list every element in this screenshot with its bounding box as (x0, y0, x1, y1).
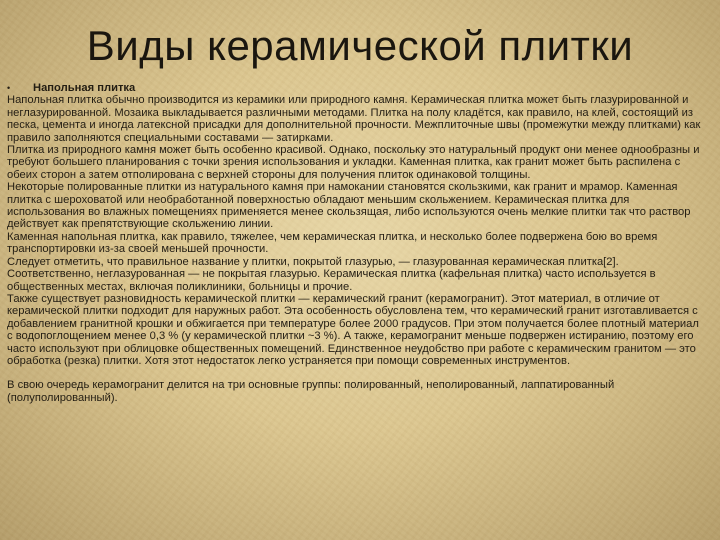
slide-body (7, 82, 707, 404)
paragraph: Следует отметить, что правильное название у плитки, покрытой глазурью, — глазурованная керамическая плитка[2]. Соответственно, неглазурованная — не покрытая глазурью. Керамическая плитка (кафельная плитка) часто используется в общественных местах, включая поликлиники, больницы и прочие. (7, 255, 656, 293)
closing-paragraph: В свою очередь керамогранит делится на три основные группы: полированный, неполированный, лаппатированный (полуполированный). (7, 379, 615, 404)
bullet-heading-line (7, 82, 707, 94)
paragraph: Каменная напольная плитка, как правило, тяжелее, чем керамическая плитка, и несколько более подвержена бою во время транспортировки из-за своей меньшей прочности. (7, 230, 658, 256)
slide-title: Виды керамической плитки (86, 22, 634, 69)
paragraph: Некоторые полированные плитки из натурального камня при намокании становятся скользкими, как гранит и мрамор. Каменная плитка с шероховатой или необработанной поверхностью обладают меньшим скольжением. Керамическая плитка для использования во влажных помещениях применяется менее скользящая, либо используются очень мелкие плитки так что раствор действует как препятствующие скольжению линии. (7, 181, 691, 231)
bullet-icon: • (7, 83, 11, 93)
paragraph: Также существует разновидность керамической плитки — керамический гранит (керамогранит). Этот материал, в отличие от керамической плитки подходит для наружных работ. Эта особенность обусловлена тем, что керамический гранит изготавливается с добавлением гранитной крошки и обжигается при температуре более 2000 градусов. При этом получается более плотный материал с водопоглощением менее 0,3 % (у керамической плитки ~3 %). А также, керамогранит меньше подвержен истиранию, поэтому его часто используют при облицовке общественных помещений. Единственное неудобство при работе с керамическим гранитом — это обработка (резка) плитки. Хотя этот недостаток легко устраняется при помощи современных инструментов. (7, 292, 699, 367)
paragraph-gap (7, 367, 707, 379)
section-heading: Напольная плитка (33, 82, 136, 94)
paragraph: Напольная плитка обычно производится из керамики или природного камня. Керамическая плитка может быть глазурированной и неглазурированной. Мозаика выкладывается различными методами. Плитка на полу кладётся, как правило, на клей, состоящий из песка, цемента и иногда латексной присадки для дополнительной прочности. Межплиточные швы (промежутки между плитками) как правило заполняются специальными составами — затирками. (7, 94, 701, 144)
paragraph: Плитка из природного камня может быть особенно красивой. Однако, поскольку это натуральный продукт они менее однообразны и требуют большего планирования с точки зрения использования и укладки. Каменная плитка, как гранит может быть распилена с обеих сторон а затем отполирована с верхней стороны для получения плиток одинаковой толщины. (7, 144, 700, 181)
